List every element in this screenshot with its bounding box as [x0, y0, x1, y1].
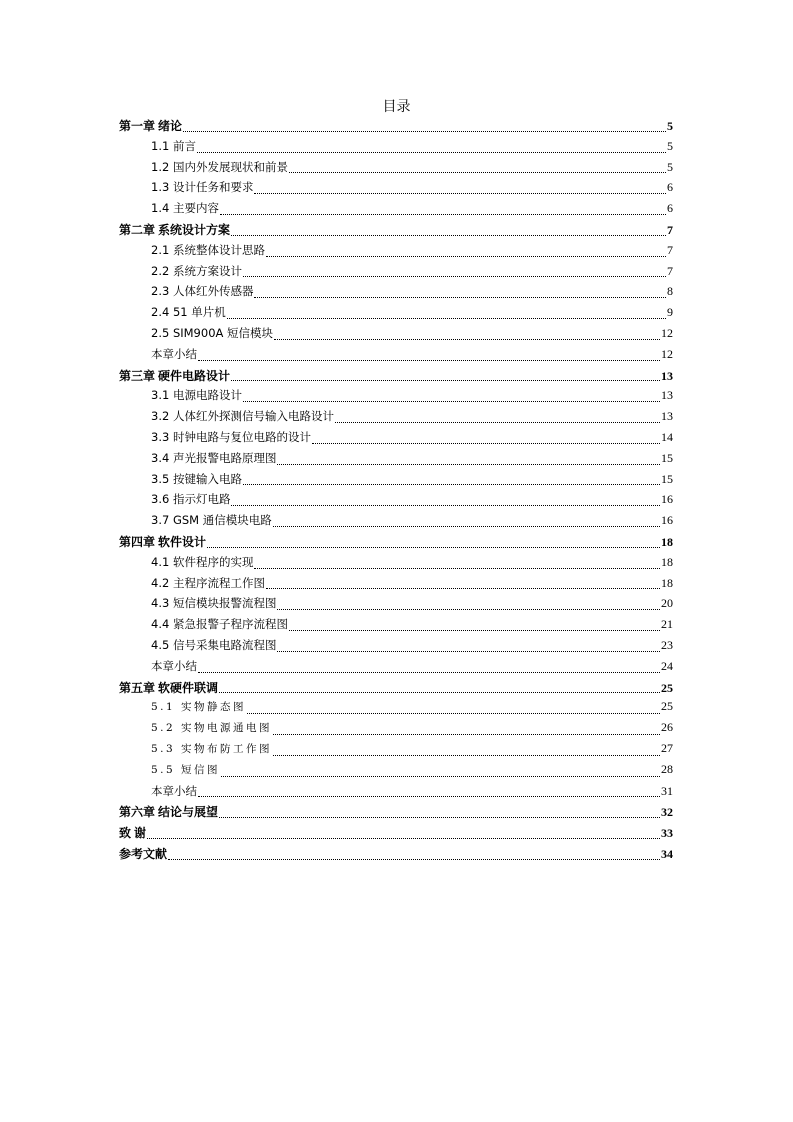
toc-section-entry[interactable]: [119, 242, 673, 263]
toc-page-number: 5: [667, 119, 673, 133]
toc-dot-leader: [207, 546, 660, 548]
toc-dot-leader: [219, 816, 660, 818]
toc-dot-leader: [231, 234, 666, 236]
toc-entry-label: 4.1 软件程序的实现: [151, 554, 254, 569]
toc-page-number: 5: [667, 138, 673, 153]
toc-page-number: 16: [661, 492, 673, 507]
toc-page-number: 20: [661, 596, 673, 611]
toc-chapter-entry[interactable]: [119, 803, 673, 824]
toc-page-number: 33: [661, 826, 673, 841]
toc-page-number: 15: [661, 471, 673, 486]
toc-dot-leader: [198, 359, 660, 361]
toc-entry-label: 2.2 系统方案设计: [151, 263, 242, 278]
toc-section-entry[interactable]: [119, 512, 673, 533]
toc-section-entry[interactable]: [119, 575, 673, 596]
toc-page-number: 7: [667, 242, 673, 257]
toc-entry-label: 第三章 硬件电路设计: [119, 368, 231, 383]
toc-dot-leader: [147, 837, 660, 839]
toc-chapter-entry[interactable]: [119, 367, 673, 388]
table-of-contents: [119, 117, 673, 866]
toc-entry-label: 第六章 结论与展望: [119, 805, 219, 820]
toc-entry-label: 2.1 系统整体设计思路: [151, 242, 265, 257]
toc-page-number: 16: [661, 513, 673, 528]
toc-entry-label: 3.6 指示灯电路: [151, 492, 231, 507]
toc-section-entry[interactable]: [119, 138, 673, 159]
toc-entry-label: 1.2 国内外发展现状和前景: [151, 159, 288, 174]
toc-page-number: 13: [661, 388, 673, 403]
toc-dot-leader: [254, 296, 666, 298]
toc-page-number: 26: [661, 720, 673, 735]
toc-section-entry[interactable]: [119, 179, 673, 200]
toc-chapter-entry[interactable]: [119, 679, 673, 700]
toc-entry-label: 第一章 绪论: [119, 119, 183, 133]
toc-dot-leader: [247, 712, 660, 714]
toc-entry-label: 4.2 主程序流程工作图: [151, 575, 265, 590]
toc-dot-leader: [312, 442, 660, 444]
toc-section-entry[interactable]: [119, 762, 673, 783]
toc-dot-leader: [219, 691, 660, 693]
toc-page-number: 21: [661, 617, 673, 632]
toc-entry-label: 3.5 按键输入电路: [151, 471, 242, 486]
toc-section-entry[interactable]: [119, 304, 673, 325]
toc-entry-label: 致 谢: [119, 826, 147, 841]
toc-entry-label: 本章小结: [151, 346, 197, 361]
toc-section-entry[interactable]: [119, 346, 673, 367]
toc-section-entry[interactable]: [119, 450, 673, 471]
toc-section-entry[interactable]: [119, 616, 673, 637]
toc-section-entry[interactable]: [119, 491, 673, 512]
toc-chapter-entry[interactable]: [119, 221, 673, 242]
toc-section-entry[interactable]: [119, 429, 673, 450]
toc-entry-label: 第五章 软硬件联调: [119, 680, 219, 695]
toc-page-number: 12: [661, 346, 673, 361]
toc-entry-label: 3.1 电源电路设计: [151, 388, 242, 403]
toc-section-entry[interactable]: [119, 595, 673, 616]
toc-dot-leader: [277, 608, 660, 610]
toc-page-number: 8: [667, 284, 673, 299]
toc-dot-leader: [335, 421, 660, 423]
toc-page-number: 25: [661, 680, 673, 695]
toc-chapter-entry[interactable]: [119, 824, 673, 845]
toc-dot-leader: [197, 151, 666, 153]
toc-dot-leader: [231, 504, 660, 506]
toc-section-entry[interactable]: [119, 387, 673, 408]
toc-section-entry[interactable]: [119, 200, 673, 221]
toc-page-number: 13: [661, 368, 673, 383]
toc-entry-label: 参考文献: [119, 846, 168, 861]
toc-page-number: 24: [661, 658, 673, 673]
toc-page-number: 28: [661, 761, 673, 776]
toc-page-number: 32: [661, 805, 673, 820]
toc-chapter-entry[interactable]: [119, 845, 673, 866]
toc-dot-leader: [220, 213, 666, 215]
toc-entry-label: 3.3 时钟电路与复位电路的设计: [151, 429, 311, 444]
toc-entry-label: 4.4 紧急报警子程序流程图: [151, 617, 288, 632]
toc-entry-label: 4.3 短信模块报警流程图: [151, 596, 277, 611]
toc-section-entry[interactable]: [119, 159, 673, 180]
toc-page-number: 18: [661, 575, 673, 590]
toc-dot-leader: [289, 171, 666, 173]
toc-dot-leader: [198, 671, 660, 673]
toc-section-entry[interactable]: [119, 408, 673, 429]
toc-chapter-entry[interactable]: [119, 117, 673, 138]
toc-dot-leader: [254, 567, 660, 569]
toc-entry-label: 4.5 信号采集电路流程图: [151, 637, 277, 652]
toc-entry-label: 5.2 实物电源通电图: [151, 722, 273, 735]
toc-page-number: 12: [661, 325, 673, 340]
toc-entry-label: 5.1 实物静态图: [151, 701, 247, 714]
toc-section-entry[interactable]: [119, 741, 673, 762]
toc-chapter-entry[interactable]: [119, 533, 673, 554]
toc-section-entry[interactable]: [119, 554, 673, 575]
toc-entry-label: 5.5 短信图: [151, 763, 221, 776]
toc-entry-label: 2.5 SIM900A 短信模块: [151, 325, 274, 340]
toc-page-number: 25: [661, 699, 673, 714]
toc-page-number: 34: [661, 846, 673, 861]
toc-entry-label: 本章小结: [151, 783, 197, 798]
toc-entry-label: 第四章 软件设计: [119, 534, 207, 549]
toc-page-number: 6: [667, 201, 673, 216]
toc-page-number: 18: [661, 554, 673, 569]
toc-dot-leader: [254, 192, 666, 194]
toc-entry-label: 5.3 实物布防工作图: [151, 742, 273, 755]
toc-page-number: 6: [667, 180, 673, 195]
toc-entry-label: 3.4 声光报警电路原理图: [151, 450, 277, 465]
toc-dot-leader: [183, 130, 666, 132]
toc-dot-leader: [266, 587, 660, 589]
toc-section-entry[interactable]: [119, 658, 673, 679]
toc-title: 目录: [382, 99, 411, 115]
toc-entry-label: 本章小结: [151, 658, 197, 673]
toc-section-entry[interactable]: [119, 699, 673, 720]
toc-dot-leader: [273, 733, 660, 735]
toc-dot-leader: [243, 400, 660, 402]
toc-page-number: 23: [661, 637, 673, 652]
toc-section-entry[interactable]: [119, 637, 673, 658]
toc-section-entry[interactable]: [119, 263, 673, 284]
toc-dot-leader: [231, 379, 660, 381]
toc-section-entry[interactable]: [119, 283, 673, 304]
toc-dot-leader: [227, 317, 666, 319]
toc-page-number: 18: [661, 534, 673, 549]
toc-section-entry[interactable]: [119, 325, 673, 346]
toc-page-number: 15: [661, 450, 673, 465]
toc-page-number: 9: [667, 305, 673, 320]
toc-dot-leader: [243, 275, 666, 277]
toc-dot-leader: [243, 483, 660, 485]
toc-page-number: 27: [661, 740, 673, 755]
toc-entry-label: 1.4 主要内容: [151, 201, 219, 216]
toc-entry-label: 3.7 GSM 通信模块电路: [151, 513, 272, 528]
toc-section-entry[interactable]: [119, 783, 673, 804]
toc-section-entry[interactable]: [119, 471, 673, 492]
toc-page-number: 5: [667, 159, 673, 174]
toc-entry-label: 1.3 设计任务和要求: [151, 180, 254, 195]
toc-dot-leader: [273, 754, 660, 756]
toc-dot-leader: [198, 795, 660, 797]
toc-page-number: 13: [661, 409, 673, 424]
toc-dot-leader: [221, 775, 660, 777]
toc-entry-label: 1.1 前言: [151, 138, 196, 153]
toc-page-number: 7: [667, 222, 673, 237]
toc-dot-leader: [266, 255, 666, 257]
toc-section-entry[interactable]: [119, 720, 673, 741]
toc-entry-label: 2.4 51 单片机: [151, 305, 226, 320]
toc-page-number: 14: [661, 429, 673, 444]
toc-dot-leader: [277, 463, 660, 465]
toc-dot-leader: [289, 629, 660, 631]
toc-dot-leader: [277, 650, 660, 652]
toc-dot-leader: [274, 338, 660, 340]
toc-entry-label: 3.2 人体红外探测信号输入电路设计: [151, 409, 334, 424]
toc-dot-leader: [168, 858, 660, 860]
toc-page-number: 31: [661, 783, 673, 798]
toc-page-number: 7: [667, 263, 673, 278]
toc-entry-label: 第二章 系统设计方案: [119, 222, 231, 237]
toc-entry-label: 2.3 人体红外传感器: [151, 284, 254, 299]
toc-dot-leader: [273, 525, 660, 527]
